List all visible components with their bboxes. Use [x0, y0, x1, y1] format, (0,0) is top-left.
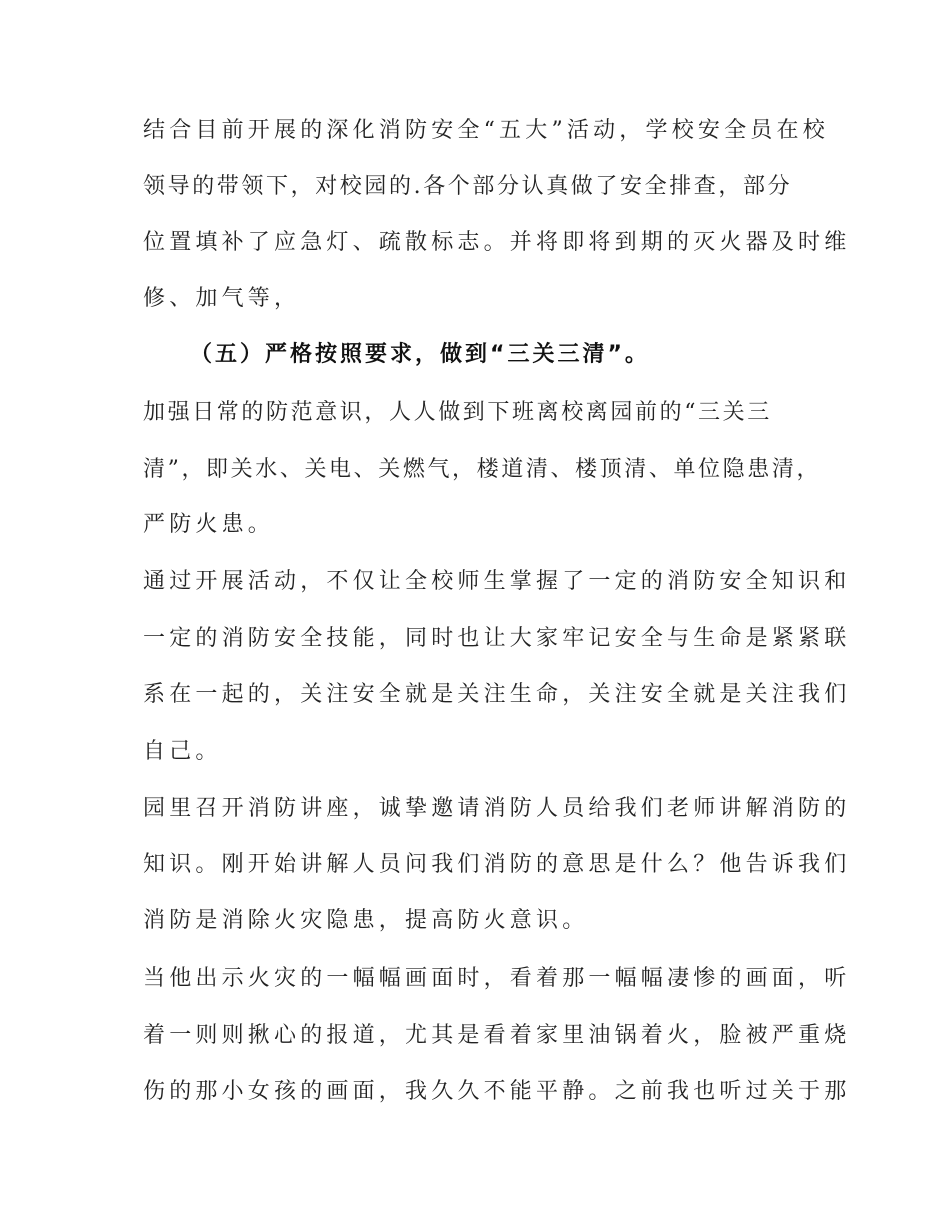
text-line: 修、加气等， [143, 286, 301, 311]
text-line: 当他出示火灾的一幅幅画面时，看着那一幅幅凄惨的画面，听 [143, 966, 851, 991]
text-line: 着一则则揪心的报道，尤其是看着家里油锅着火，脸被严重烧 [143, 1023, 851, 1048]
text-line: 加强日常的防范意识，人人做到下班离校离园前的“三关三 [143, 400, 772, 425]
section-heading: （五）严格按照要求，做到“三关三清”。 [190, 342, 650, 367]
text-line: 伤的那小女孩的画面，我久久不能平静。之前我也听过关于那 [143, 1079, 851, 1104]
text-line: 清”，即关水、关电、关燃气，楼道清、楼顶清、单位隐患清， [143, 457, 822, 482]
text-line: 知识。刚开始讲解人员问我们消防的意思是什么？他告诉我们 [143, 852, 851, 877]
text-line: 通过开展活动，不仅让全校师生掌握了一定的消防安全知识和 [143, 569, 851, 594]
text-line: 园里召开消防讲座，诚挚邀请消防人员给我们老师讲解消防的 [143, 796, 851, 821]
text-line: 严防火患。 [143, 512, 275, 537]
text-line: 一定的消防安全技能，同时也让大家牢记安全与生命是紧紧联 [143, 626, 851, 651]
text-line: 领导的带领下，对校园的.各个部分认真做了安全排查，部分 [143, 174, 793, 199]
text-line: 自己。 [143, 739, 222, 764]
text-line: 消防是消除火灾隐患，提高防火意识。 [143, 908, 589, 933]
text-line: 结合目前开展的深化消防安全“五大”活动，学校安全员在校 [143, 118, 829, 143]
text-line: 位置填补了应急灯、疏散标志。并将即将到期的灭火器及时维 [143, 230, 851, 255]
text-line: 系在一起的，关注安全就是关注生命，关注安全就是关注我们 [143, 682, 851, 707]
